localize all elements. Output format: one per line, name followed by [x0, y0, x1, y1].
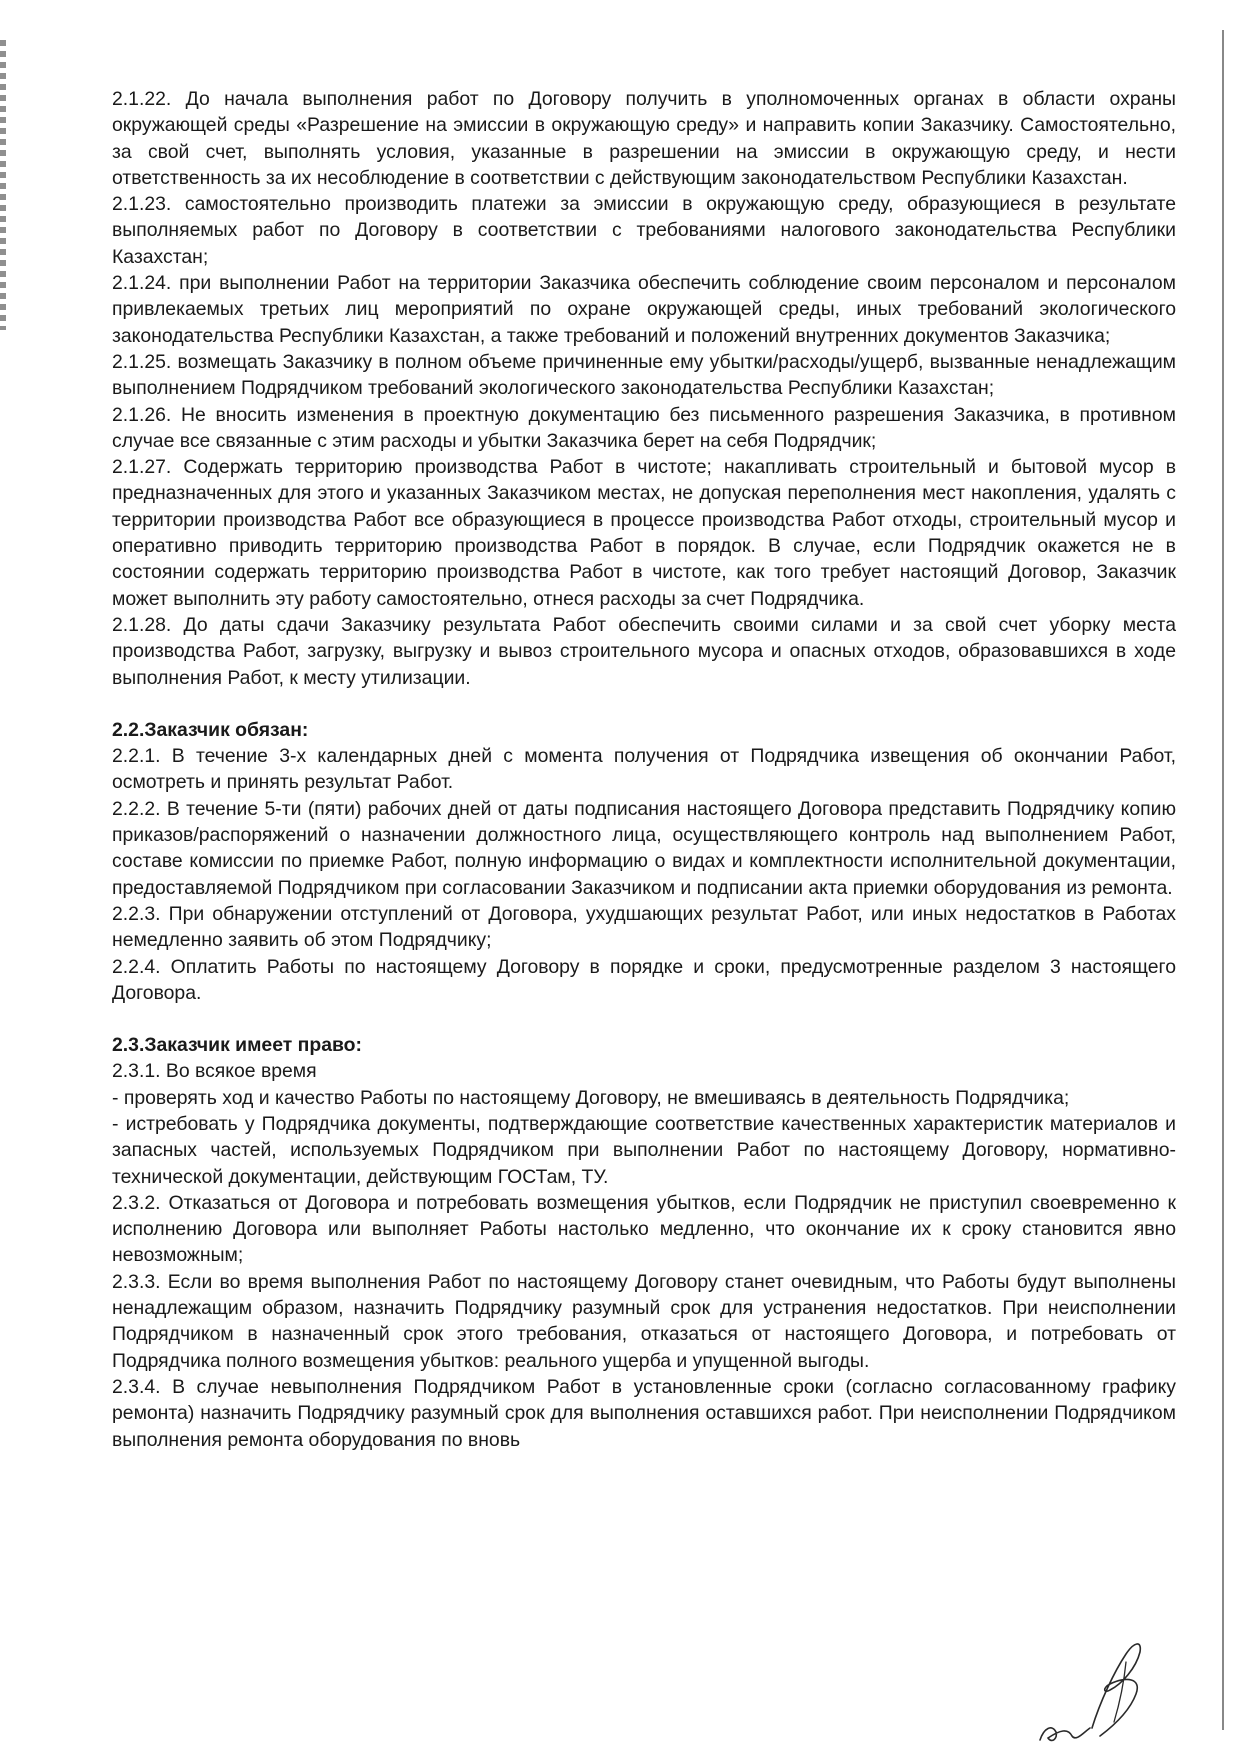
- handwritten-signature-icon: [1030, 1632, 1160, 1747]
- scan-edge-right: [1222, 30, 1224, 1730]
- paragraph-2-3-1-b: - истребовать у Подрядчика документы, подтверждающие соответствие качественных характеристик материалов и запасных частей, используемых Подрядчиком при выполнении Работ по настоящему Договору, нормативно-технической документации, действующим ГОСТам, ТУ.: [112, 1112, 1176, 1188]
- paragraph-2-1-23: 2.1.23. самостоятельно производить платежи за эмиссии в окружающую среду, образующиеся в результате выполняемых работ по Договору в соответствии с требованиями налогового законодательства Республики Казахстан;: [112, 193, 1176, 268]
- scan-edge-left: [0, 40, 6, 330]
- paragraph-2-1-26: 2.1.26. Не вносить изменения в проектную документацию без письменного разрешения Заказчика, в противном случае все связанные с этим расходы и убытки Заказчика берет на себя Подрядчик;: [112, 403, 1176, 452]
- paragraph-2-2-3: 2.2.3. При обнаружении отступлений от Договора, ухудшающих результат Работ, или иных недостатков в Работах немедленно заявить об этом Подрядчику;: [112, 902, 1176, 952]
- section-spacer: [112, 1006, 1176, 1032]
- document-page: [112, 86, 1176, 1453]
- paragraph-2-1-28: 2.1.28. До даты сдачи Заказчику результата Работ обеспечить своими силами и за свой счет уборку места производства Работ, загрузку, выгрузку и вывоз строительного мусора и опасных отходов, образовавшихся в ходе выполнения Работ, к месту утилизации.: [112, 613, 1176, 689]
- paragraph-2-3-2: 2.3.2. Отказаться от Договора и потребовать возмещения убытков, если Подрядчик не приступил своевременно к исполнению Договора или выполняет Работы настолько медленно, что окончание их к сроку становится явно невозможным;: [112, 1191, 1176, 1267]
- paragraph-2-2-2: 2.2.2. В течение 5-ти (пяти) рабочих дней от даты подписания настоящего Договора представить Подрядчику копию приказов/распоряжений о назначении должностного лица, осуществляющего контроль над выполнением Работ, составе комиссии по приемке Работ, полную информацию о видах и комплектности исполнительной документации, предоставляемой Подрядчиком при согласовании Заказчиком и подписании акта приемки оборудования из ремонта.: [112, 797, 1176, 899]
- section-spacer: [112, 691, 1176, 717]
- section-heading-2-2: 2.2.Заказчик обязан:: [112, 718, 309, 741]
- section-heading-2-3: 2.3.Заказчик имеет право:: [112, 1034, 362, 1057]
- paragraph-2-3-3: 2.3.3. Если во время выполнения Работ по настоящему Договору станет очевидным, что Работы будут выполнены ненадлежащим образом, назначить Подрядчику разумный срок для устранения недостатков. При неисполнении Подрядчиком в назначенный срок этого требования, отказаться от настоящего Договора, и потребовать от Подрядчика полного возмещения убытков: реального ущерба и упущенной выгоды.: [112, 1270, 1176, 1372]
- paragraph-2-1-22: 2.1.22. До начала выполнения работ по Договору получить в уполномоченных органах в области охраны окружающей среды «Разрешение на эмиссии в окружающую среду» и направить копии Заказчику. Самостоятельно, за свой счет, выполнять условия, указанные в разрешении на эмиссии в окружающую среду, и нести ответственность за их несоблюдение в соответствии с действующим законодательством Республики Казахстан.: [112, 88, 1176, 189]
- paragraph-2-2-1: 2.2.1. В течение 3-х календарных дней с момента получения от Подрядчика извещения об окончании Работ, осмотреть и принять результат Работ.: [112, 745, 1176, 794]
- paragraph-2-1-24: 2.1.24. при выполнении Работ на территории Заказчика обеспечить соблюдение своим персоналом и персоналом привлекаемых третьих лиц мероприятий по охране окружающей среды, иных требований экологического законодательства Республики Казахстан, а также требований и положений внутренних документов Заказчика;: [112, 272, 1176, 347]
- paragraph-2-3-1-a: - проверять ход и качество Работы по настоящему Договору, не вмешиваясь в деятельность Подрядчика;: [112, 1086, 1070, 1109]
- paragraph-2-2-4: 2.2.4. Оплатить Работы по настоящему Договору в порядке и сроки, предусмотренные разделом 3 настоящего Договора.: [112, 955, 1176, 1004]
- paragraph-2-1-27: 2.1.27. Содержать территорию производства Работ в чистоте; накапливать строительный и бытовой мусор в предназначенных для этого и указанных Заказчиком местах, не допуская переполнения мест накопления, удалять с территории производства Работ все образующиеся в процессе производства Работ отходы, строительный мусор и оперативно приводить территорию производства Работ в порядок. В случае, если Подрядчик окажется не в состоянии содержать территорию производства Работ в чистоте, как того требует настоящий Договор, Заказчик может выполнить эту работу самостоятельно, отнеся расходы за счет Подрядчика.: [112, 456, 1176, 610]
- paragraph-2-3-4: 2.3.4. В случае невыполнения Подрядчиком Работ в установленные сроки (согласно согласованному графику ремонта) назначить Подрядчику разумный срок для выполнения оставшихся работ. При неисполнении Подрядчиком выполнения ремонта оборудования по вновь: [112, 1375, 1176, 1451]
- paragraph-2-3-1: 2.3.1. Во всякое время: [112, 1060, 317, 1083]
- paragraph-2-1-25: 2.1.25. возмещать Заказчику в полном объеме причиненные ему убытки/расходы/ущерб, вызванные ненадлежащим выполнением Подрядчиком требований экологического законодательства Республики Казахстан;: [112, 350, 1176, 400]
